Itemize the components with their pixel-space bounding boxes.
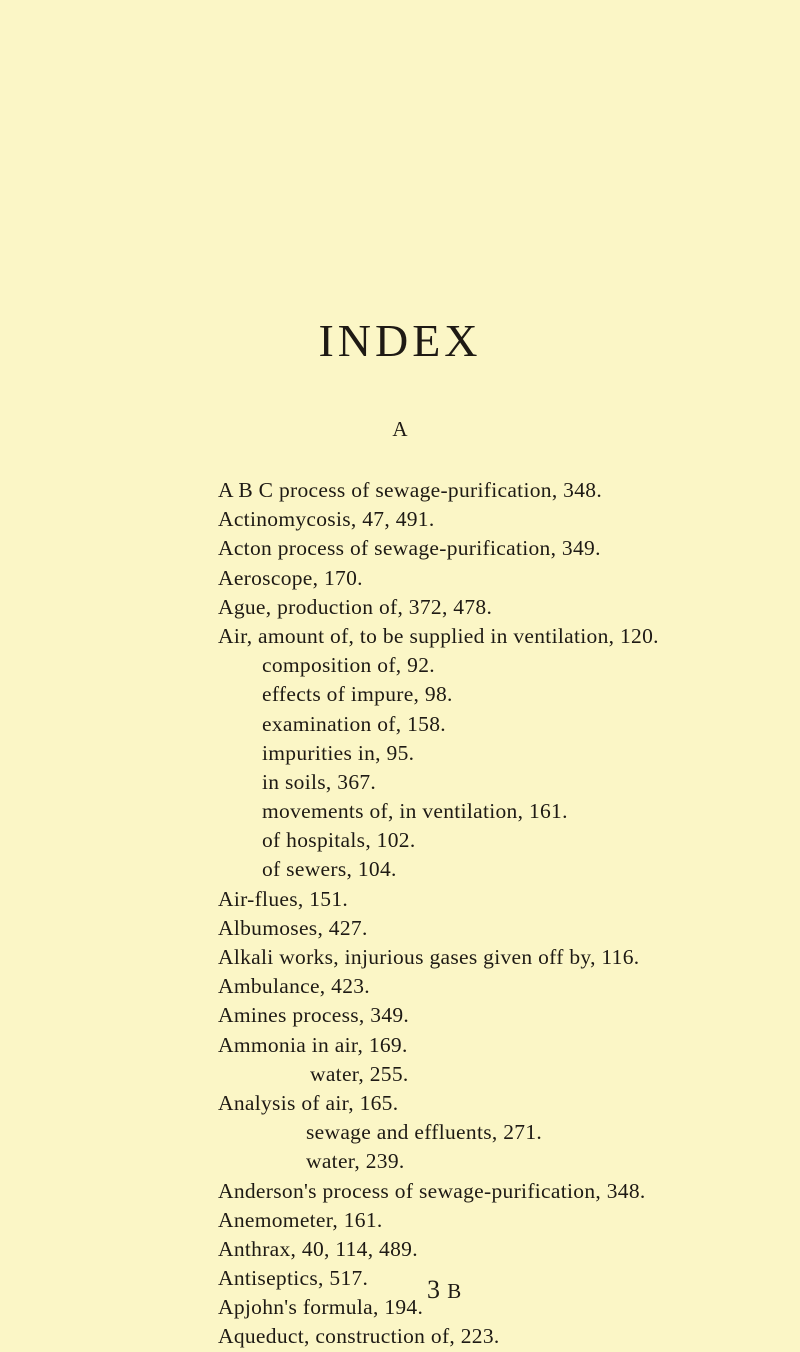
index-entry: Aeroscope, 170. — [218, 565, 363, 590]
index-entry: Antiseptics, 517. — [218, 1266, 369, 1291]
index-subentry: impurities in, 95. — [262, 740, 415, 765]
index-entry: Aqueduct, construction of, 223. — [218, 1324, 500, 1349]
index-subentry: of hospitals, 102. — [262, 828, 416, 853]
index-entry: Ambulance, 423. — [218, 974, 370, 999]
index-entry: Air-flues, 151. — [218, 886, 349, 911]
index-entry: Albumoses, 427. — [218, 915, 368, 940]
index-subentry: composition of, 92. — [262, 653, 435, 678]
index-subentry: in soils, 367. — [262, 769, 377, 794]
index-entry: Amines process, 349. — [218, 1003, 410, 1028]
index-entry: Ammonia in air, 169. — [218, 1032, 408, 1057]
index-entry: Acton process of sewage-purification, 349. — [218, 536, 601, 561]
section-letter: A — [392, 417, 408, 441]
index-entry: Air, amount of, to be supplied in ventilation, 120. — [218, 623, 659, 648]
index-entry: Ague, production of, 372, 478. — [218, 594, 493, 619]
index-subentry: of sewers, 104. — [262, 857, 397, 882]
index-subentry: movements of, in ventilation, 161. — [262, 799, 568, 824]
index-entry: Alkali works, injurious gases given off by, 116. — [218, 945, 640, 969]
index-subentry: water, 255. — [310, 1061, 409, 1086]
index-subentry: sewage and effluents, 271. — [306, 1120, 543, 1145]
index-entry: Actinomycosis, 47, 491. — [218, 507, 435, 532]
index-entry: Apjohn's formula, 194. — [218, 1295, 424, 1320]
index-subentry: effects of impure, 98. — [262, 682, 453, 707]
index-subentry: examination of, 158. — [262, 711, 446, 736]
index-entry: Analysis of air, 165. — [218, 1090, 399, 1115]
index-entry: Anemometer, 161. — [218, 1207, 383, 1232]
index-entry: Anderson's process of sewage-purification, 348. — [218, 1178, 646, 1203]
signature-letter: B — [447, 1279, 464, 1303]
index-subentry: water, 239. — [306, 1149, 405, 1174]
signature-mark — [427, 1275, 463, 1305]
index-entries — [218, 476, 788, 1352]
index-entry: A B C process of sewage-purification, 348. — [218, 478, 602, 502]
page-title: INDEX — [318, 315, 482, 366]
index-entry: Anthrax, 40, 114, 489. — [218, 1236, 418, 1261]
signature-number: 3 — [427, 1275, 440, 1304]
